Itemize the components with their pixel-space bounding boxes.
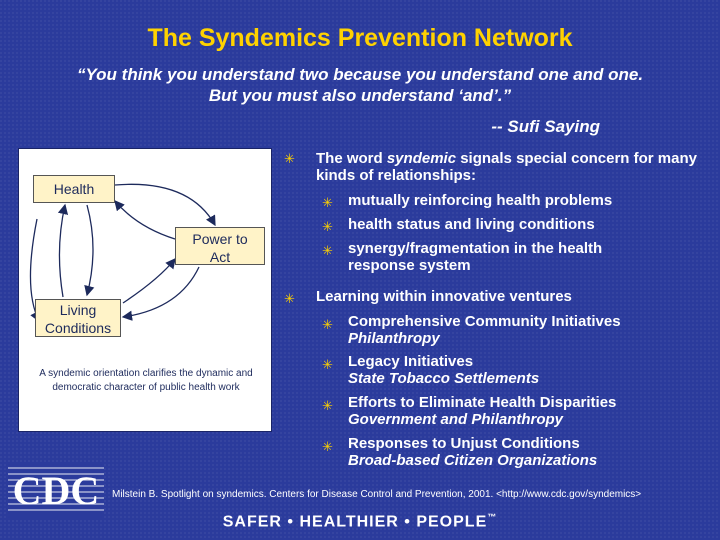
node-power-line2: Act	[209, 249, 231, 265]
node-living-line2: Conditions	[44, 320, 112, 336]
quote	[60, 64, 660, 106]
node-power-line1: Power to	[192, 231, 248, 247]
node-health: Health	[33, 175, 115, 203]
cdc-logo-text: CDC	[12, 468, 100, 513]
bullet-1-sub-1: mutually reinforcing health problems	[348, 192, 613, 209]
arrow-living-to-health	[59, 205, 65, 297]
node-living-conditions	[35, 299, 121, 337]
arrow-health-to-living	[87, 205, 93, 295]
node-living-line1: Living	[59, 302, 97, 318]
bullet-2-sub-2-org: State Tobacco Settlements	[348, 370, 540, 387]
sub-bullet-star-icon: ✳	[322, 243, 333, 258]
quote-line-1: “You think you understand two because you understand one and one.	[76, 65, 644, 84]
cdc-logo	[8, 462, 104, 518]
arrow-health-to-power	[115, 184, 215, 225]
quote-line-2: But you must also understand ‘and’.”	[208, 86, 512, 105]
sub-bullet-star-icon: ✳	[322, 357, 333, 372]
sub-bullet-star-icon: ✳	[322, 317, 333, 332]
bullet-2-sub-1: Comprehensive Community Initiatives	[348, 313, 621, 330]
bullet-2-sub-3: Efforts to Eliminate Health Disparities	[348, 394, 617, 411]
bullet-2-sub-1-org: Philanthropy	[348, 330, 440, 347]
bullet-2-sub-4: Responses to Unjust Conditions	[348, 435, 580, 452]
footer-tagline	[0, 512, 720, 531]
quote-attribution: -- Sufi Saying	[491, 117, 600, 136]
bullet-star-icon: ✳	[284, 291, 295, 306]
bullet-1-sub-2: health status and living conditions	[348, 216, 595, 233]
citation: Milstein B. Spotlight on syndemics. Centers for Disease Control and Prevention, 2001. <http://www.cdc.gov/syndemics>	[112, 489, 642, 500]
sub-bullet-star-icon: ✳	[322, 195, 333, 210]
footer-text: SAFER • HEALTHIER • PEOPLE	[222, 513, 488, 531]
bullet-1-sub-3: synergy/fragmentation in the health response system	[348, 240, 603, 274]
bullet-2-sub-3-org: Government and Philanthropy	[348, 411, 564, 428]
bullet-star-icon: ✳	[284, 151, 295, 166]
slide-title: The Syndemics Prevention Network	[147, 24, 573, 52]
arrow-living-to-power	[123, 259, 175, 303]
sub-bullet-star-icon: ✳	[322, 439, 333, 454]
bullet-1-text	[316, 150, 708, 184]
footer-tm: ™	[487, 512, 498, 522]
bullet-2-sub-2: Legacy Initiatives	[348, 353, 474, 370]
diagram-caption: A syndemic orientation clarifies the dynamic and democratic character of public health work	[39, 368, 253, 393]
bullet-2-sub-4-org: Broad-based Citizen Organizations	[348, 452, 598, 469]
bullet-2-text: Learning within innovative ventures	[316, 288, 572, 305]
network-diagram	[18, 148, 272, 432]
cdc-logo-icon	[8, 462, 104, 518]
sub-bullet-star-icon: ✳	[322, 219, 333, 234]
node-power-to-act	[175, 227, 265, 265]
arrow-power-to-health	[115, 201, 175, 239]
bullet-1-em: syndemic	[386, 150, 457, 167]
sub-bullet-star-icon: ✳	[322, 398, 333, 413]
bullet-1-post: signals special concern for many kinds of relationships:	[316, 150, 697, 184]
bullet-1-pre: The word	[316, 150, 387, 167]
